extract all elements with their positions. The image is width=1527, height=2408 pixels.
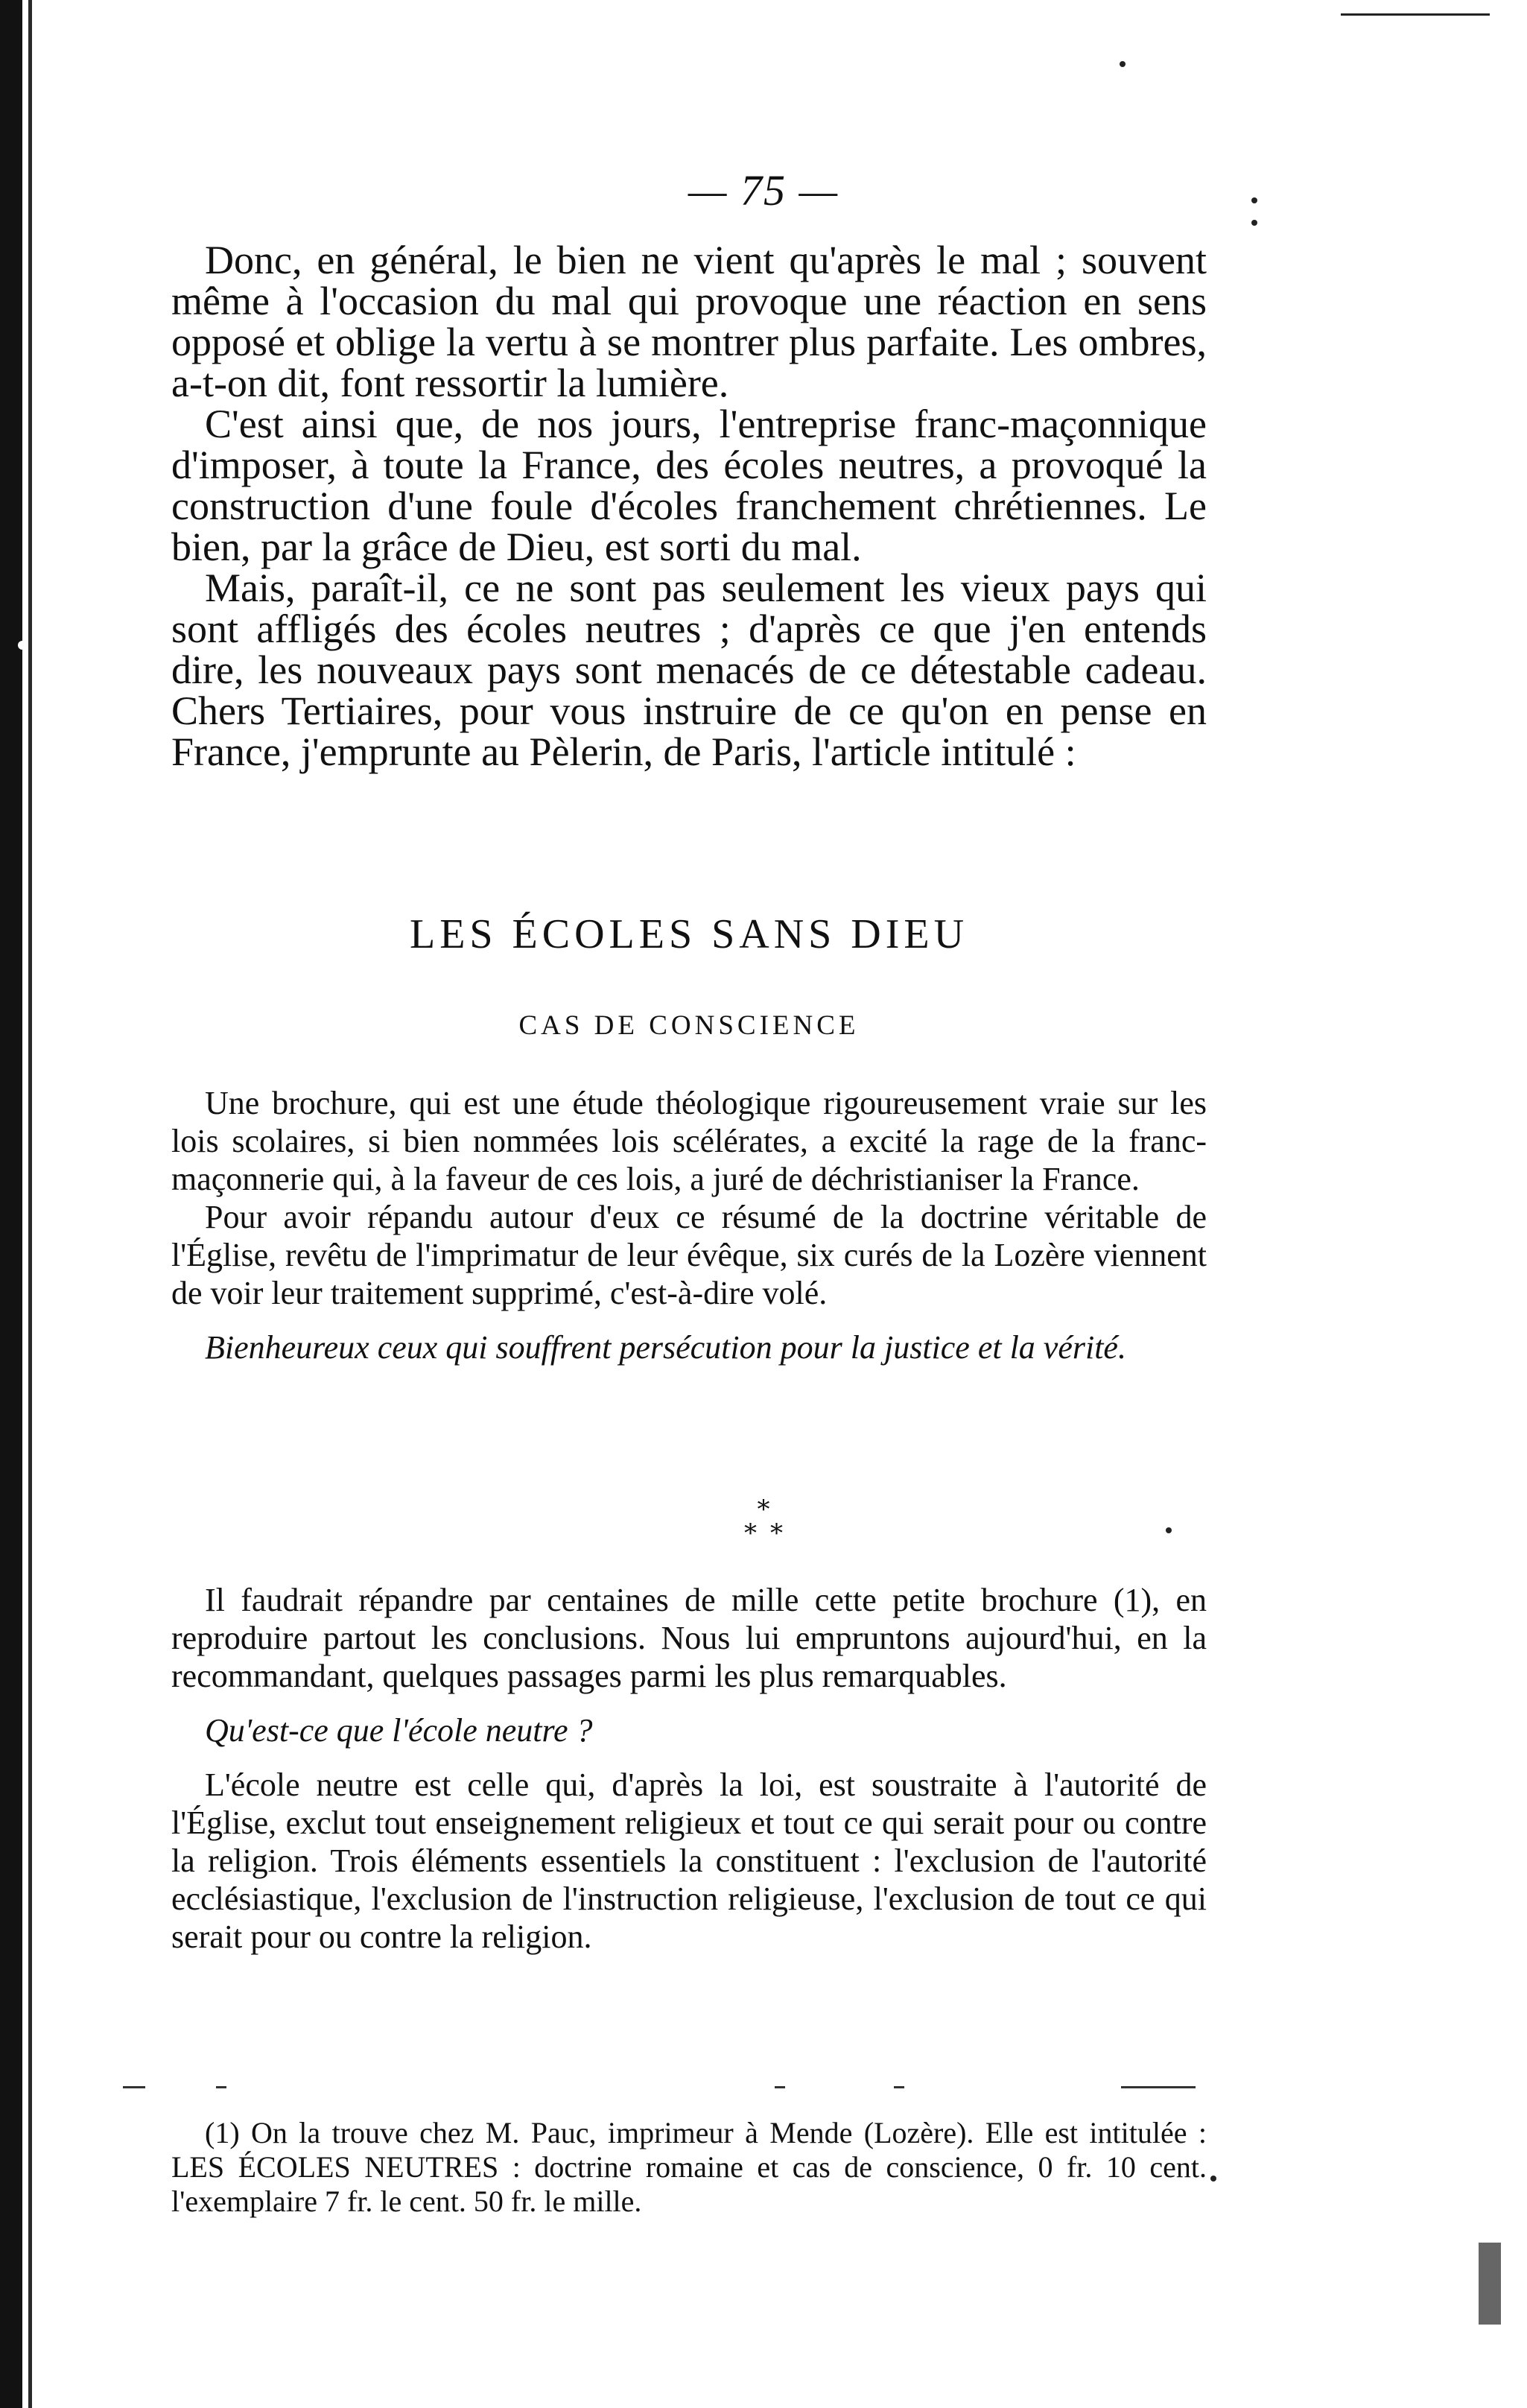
scan-top-rule xyxy=(1341,13,1490,16)
question-heading: Qu'est-ce que l'école neutre ? xyxy=(205,1712,593,1749)
intro-paragraph-1: Donc, en général, le bien ne vient qu'après le mal ; souvent même à l'occasion du mal qui provoque une réaction en sens opposé et oblige la vertu à se montrer plus parfaite. Les ombres, a-t-on dit, font ressortir la lumière. xyxy=(171,238,1207,405)
footnote-rule xyxy=(1121,2086,1196,2088)
brochure-paragraph-1: Il faudrait répandre par centaines de mille cette petite brochure (1), en reproduire partout les conclusions. Nous lui empruntons aujourd'hui, en la recommandant, quelques passages parmi les plus remarquables. xyxy=(171,1582,1207,1694)
footnote-text: (1) On la trouve chez M. Pauc, imprimeur à Mende (Lozère). Elle est intitulée : LES ÉCOLES NEUTRES : doctrine romaine et cas de conscience, 0 fr. 10 cent. l'exemplaire 7 fr. le cent. 50 fr. le mille. xyxy=(171,2116,1207,2218)
article-subtitle: CAS DE CONSCIENCE xyxy=(518,1010,860,1041)
asterism xyxy=(0,1495,1527,1548)
scan-speck xyxy=(18,641,27,650)
footnote xyxy=(171,2116,1207,2219)
footnote-rule xyxy=(123,2086,145,2088)
article-section xyxy=(171,1084,1207,1366)
asterism-bottom: ** xyxy=(744,1518,796,1548)
footnote-rule xyxy=(775,2086,785,2088)
asterism-top: * xyxy=(757,1495,770,1524)
scan-speck xyxy=(1210,2176,1216,2182)
scan-edge-smudge xyxy=(1479,2243,1501,2325)
brochure-paragraph-2: L'école neutre est celle qui, d'après la loi, est soustraite à l'autorité de l'Église, exclut tout enseignement religieux et tout ce qui serait pour ou contre la religion. Trois éléments essentiels la constituent : l'exclusion de l'autorité ecclésiastique, l'exclusion de l'instruction religieuse, l'exclusion de tout ce qui serait pour ou contre la religion. xyxy=(171,1767,1207,1955)
intro-paragraph-2: C'est ainsi que, de nos jours, l'entreprise franc-maçonnique d'imposer, à toute la France, des écoles neutres, a provoqué la construction d'une foule d'écoles franchement chrétiennes. Le bien, par la grâce de Dieu, est sorti du mal. xyxy=(171,402,1207,569)
scan-speck xyxy=(1251,220,1257,226)
article-paragraph-2: Pour avoir répandu autour d'eux ce résumé de la doctrine véritable de l'Église, revêtu de l'imprimatur de leur évêque, six curés de la Lozère viennent de voir leur traitement supprimé, c'est-à-dire volé. xyxy=(171,1199,1207,1311)
footnote-rule xyxy=(894,2086,904,2088)
footnote-rule xyxy=(216,2086,226,2088)
scan-speck xyxy=(1120,61,1126,67)
scan-spine-shadow xyxy=(0,0,22,2408)
brochure-section xyxy=(171,1581,1207,1956)
article-title: LES ÉCOLES SANS DIEU xyxy=(409,911,969,957)
beatitude-quote: Bienheureux ceux qui souffrent persécution pour la justice et la vérité. xyxy=(205,1329,1126,1366)
page-number: — 75 — xyxy=(688,166,839,215)
intro-paragraph-3: Mais, paraît-il, ce ne sont pas seulement les vieux pays qui sont affligés des écoles neutres ; d'après ce que j'en entends dire, les nouveaux pays sont menacés de ce détestable cadeau. Chers Tertiaires, pour vous instruire de ce qu'on en pense en France, j'emprunte au Pèlerin, de Paris, l'article intitulé : xyxy=(171,565,1207,774)
scan-spine-line xyxy=(28,0,32,2408)
intro-section xyxy=(171,240,1207,773)
article-paragraph-1: Une brochure, qui est une étude théologique rigoureusement vraie sur les lois scolaires, si bien nommées lois scélérates, a excité la rage de la franc-maçonnerie qui, à la faveur de ces lois, a juré de déchristianiser la France. xyxy=(171,1085,1207,1197)
